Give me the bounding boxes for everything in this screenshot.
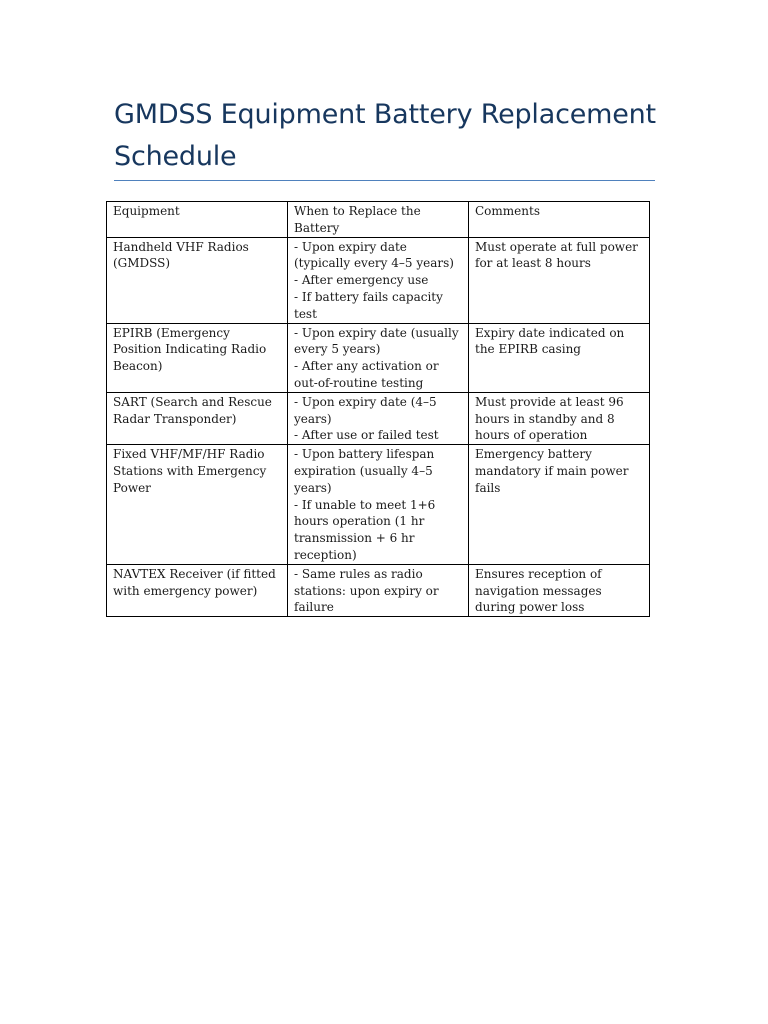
header-comments: Comments	[469, 202, 650, 238]
equipment-cell: NAVTEX Receiver (if fitted with emergency power)	[107, 564, 288, 616]
when-line: - If battery fails capacity test	[294, 289, 443, 321]
table-row	[107, 237, 650, 323]
when-line: - Same rules as radio stations: upon expiry or failure	[294, 566, 439, 615]
when-line: - If unable to meet 1+6 hours operation (1 hr transmission + 6 hr reception)	[294, 497, 436, 562]
when-cell	[288, 564, 469, 616]
equipment-cell: EPIRB (Emergency Position Indicating Radio Beacon)	[107, 323, 288, 392]
battery-schedule-table	[106, 201, 650, 617]
when-cell	[288, 392, 469, 444]
table-header-row	[107, 202, 650, 238]
when-line: - After use or failed test	[294, 428, 439, 443]
when-line: - After emergency use	[294, 273, 429, 288]
when-cell	[288, 323, 469, 392]
equipment-cell: SART (Search and Rescue Radar Transponder)	[107, 392, 288, 444]
when-line: - Upon expiry date (usually every 5 years)	[294, 325, 459, 357]
equipment-cell: Handheld VHF Radios (GMDSS)	[107, 237, 288, 323]
when-line: - After any activation or out-of-routine testing	[294, 359, 439, 390]
comments-cell: Expiry date indicated on the EPIRB casing	[469, 323, 650, 392]
header-equipment: Equipment	[107, 202, 288, 238]
header-when-to-replace: When to Replace the Battery	[288, 202, 469, 238]
comments-cell: Must operate at full power for at least 8 hours	[469, 237, 650, 323]
when-cell	[288, 445, 469, 565]
table-row	[107, 445, 650, 565]
table-row	[107, 323, 650, 392]
when-line: - Upon expiry date (typically every 4–5 years)	[294, 239, 454, 271]
table-row	[107, 564, 650, 616]
comments-cell: Ensures reception of navigation messages during power loss	[469, 564, 650, 616]
when-line: - Upon expiry date (4–5 years)	[294, 394, 437, 426]
comments-cell: Must provide at least 96 hours in standby and 8 hours of operation	[469, 392, 650, 444]
when-line: - Upon battery lifespan expiration (usually 4–5 years)	[294, 447, 435, 495]
equipment-cell: Fixed VHF/MF/HF Radio Stations with Emergency Power	[107, 445, 288, 565]
comments-cell: Emergency battery mandatory if main power fails	[469, 445, 650, 565]
table-row	[107, 392, 650, 444]
when-cell	[288, 237, 469, 323]
title-underline	[114, 180, 655, 181]
page-title: GMDSS Equipment Battery Replacement Schedule	[114, 99, 656, 172]
